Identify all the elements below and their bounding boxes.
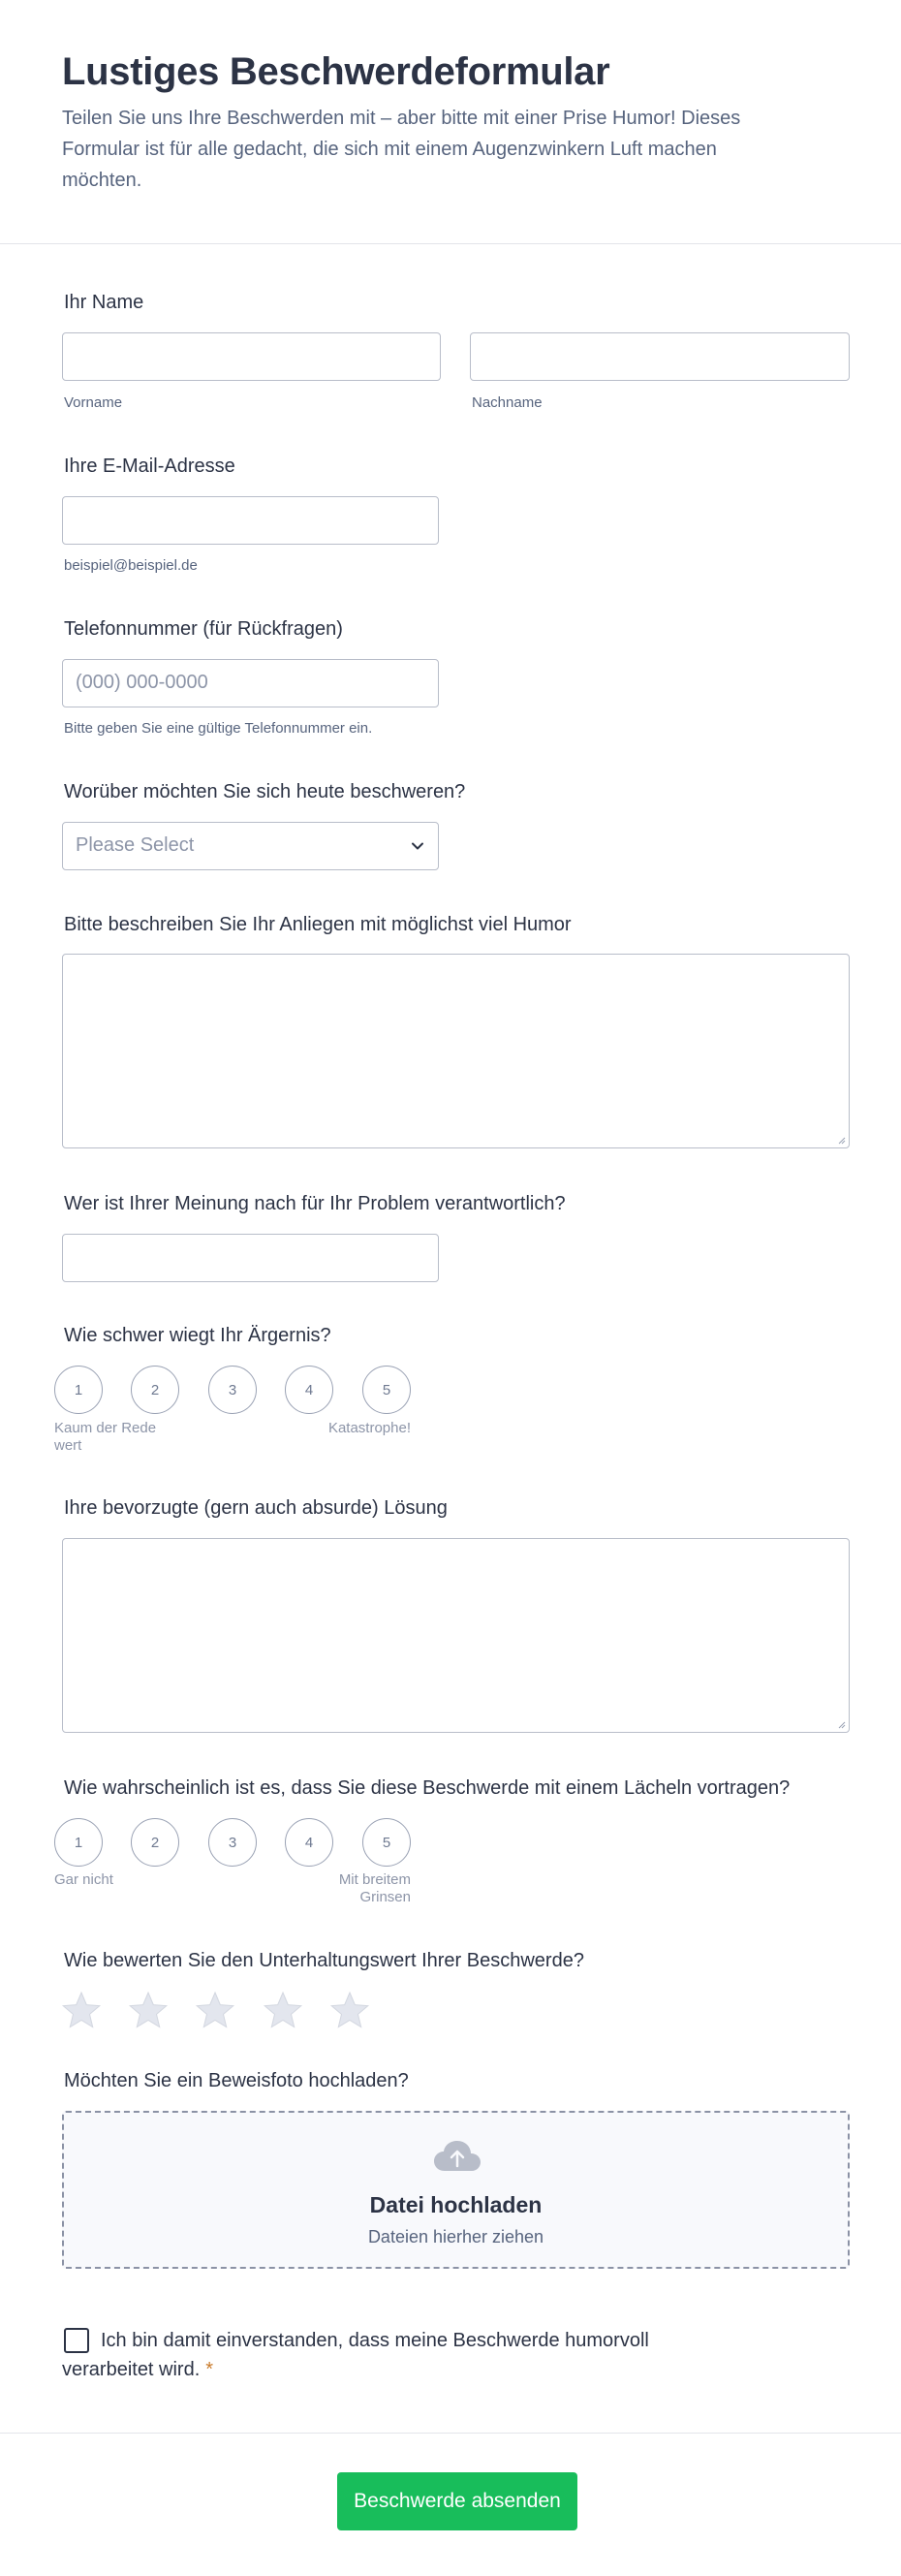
footer-divider [0, 2433, 901, 2434]
last-name-input[interactable] [470, 332, 850, 381]
email-label: Ihre E-Mail-Adresse [64, 456, 235, 477]
upload-title: Datei hochladen [369, 2192, 543, 2217]
smile-label: Wie wahrscheinlich ist es, dass Sie diese Beschwerde mit einem Lächeln vortragen? [64, 1777, 791, 1799]
resize-handle-icon[interactable] [836, 1135, 846, 1145]
solution-textarea[interactable] [62, 1538, 850, 1733]
responsible-input[interactable] [62, 1234, 439, 1282]
entertainment-label: Wie bewerten Sie den Unterhaltungswert Ihrer Beschwerde? [64, 1950, 584, 1971]
consent-text [62, 2326, 740, 2384]
smile-min-caption: Gar nicht [54, 1871, 113, 1888]
smile-max-caption: Mit breitem Grinsen [338, 1871, 411, 1905]
severity-label: Wie schwer wiegt Ihr Ärgernis? [64, 1325, 331, 1346]
phone-placeholder: (000) 000-0000 [76, 672, 208, 693]
phone-sublabel: Bitte geben Sie eine gültige Telefonnummer ein. [64, 720, 373, 737]
responsible-label: Wer ist Ihrer Meinung nach für Ihr Problem verantwortlich? [64, 1193, 566, 1214]
description-textarea[interactable] [62, 954, 850, 1148]
first-name-input[interactable] [62, 332, 441, 381]
file-upload-dropzone[interactable] [62, 2111, 850, 2269]
star-icon[interactable] [263, 1991, 303, 2029]
cloud-upload-icon [432, 2138, 482, 2177]
star-icon[interactable] [329, 1991, 370, 2029]
severity-min-caption: Kaum der Rede wert [54, 1420, 157, 1454]
star-icon[interactable] [128, 1991, 169, 2029]
star-icon[interactable] [61, 1991, 102, 2029]
submit-button[interactable]: Beschwerde absenden [337, 2472, 577, 2530]
form-title: Lustiges Beschwerdeformular [62, 50, 610, 93]
severity-option-3[interactable]: 3 [208, 1366, 257, 1414]
name-label: Ihr Name [64, 292, 144, 313]
severity-max-caption: Katastrophe! [327, 1420, 411, 1436]
smile-option-3[interactable]: 3 [208, 1818, 257, 1867]
phone-input[interactable] [62, 659, 439, 707]
severity-option-2[interactable]: 2 [131, 1366, 179, 1414]
star-icon[interactable] [195, 1991, 235, 2029]
form-header [0, 0, 901, 244]
severity-option-5[interactable]: 5 [362, 1366, 411, 1414]
topic-select[interactable] [62, 822, 439, 870]
solution-label: Ihre bevorzugte (gern auch absurde) Lösung [64, 1497, 448, 1519]
email-input[interactable] [62, 496, 439, 545]
upload-label: Möchten Sie ein Beweisfoto hochladen? [64, 2070, 409, 2091]
phone-label: Telefonnummer (für Rückfragen) [64, 618, 343, 640]
form-description: Teilen Sie uns Ihre Beschwerden mit – aber bitte mit einer Prise Humor! Dieses Formular ist für alle gedacht, die sich mit einem Augenzwinkern Luft machen möchten. [62, 108, 741, 191]
smile-option-2[interactable]: 2 [131, 1818, 179, 1867]
email-sublabel: beispiel@beispiel.de [64, 557, 198, 574]
consent-label: Ich bin damit einverstanden, dass meine Beschwerde humorvoll verarbeitet wird. [62, 2330, 649, 2380]
last-name-sublabel: Nachname [472, 394, 543, 411]
chevron-down-icon [411, 839, 424, 853]
smile-option-1[interactable]: 1 [54, 1818, 103, 1867]
severity-option-1[interactable]: 1 [54, 1366, 103, 1414]
topic-label: Worüber möchten Sie sich heute beschweren? [64, 781, 466, 802]
resize-handle-icon[interactable] [836, 1719, 846, 1729]
severity-option-4[interactable]: 4 [285, 1366, 333, 1414]
upload-subtitle: Dateien hierher ziehen [367, 2227, 544, 2246]
first-name-sublabel: Vorname [64, 394, 123, 411]
description-label: Bitte beschreiben Sie Ihr Anliegen mit möglichst viel Humor [64, 914, 572, 935]
topic-selected-value: Please Select [76, 834, 195, 856]
smile-option-4[interactable]: 4 [285, 1818, 333, 1867]
smile-option-5[interactable]: 5 [362, 1818, 411, 1867]
required-mark: * [205, 2359, 214, 2380]
